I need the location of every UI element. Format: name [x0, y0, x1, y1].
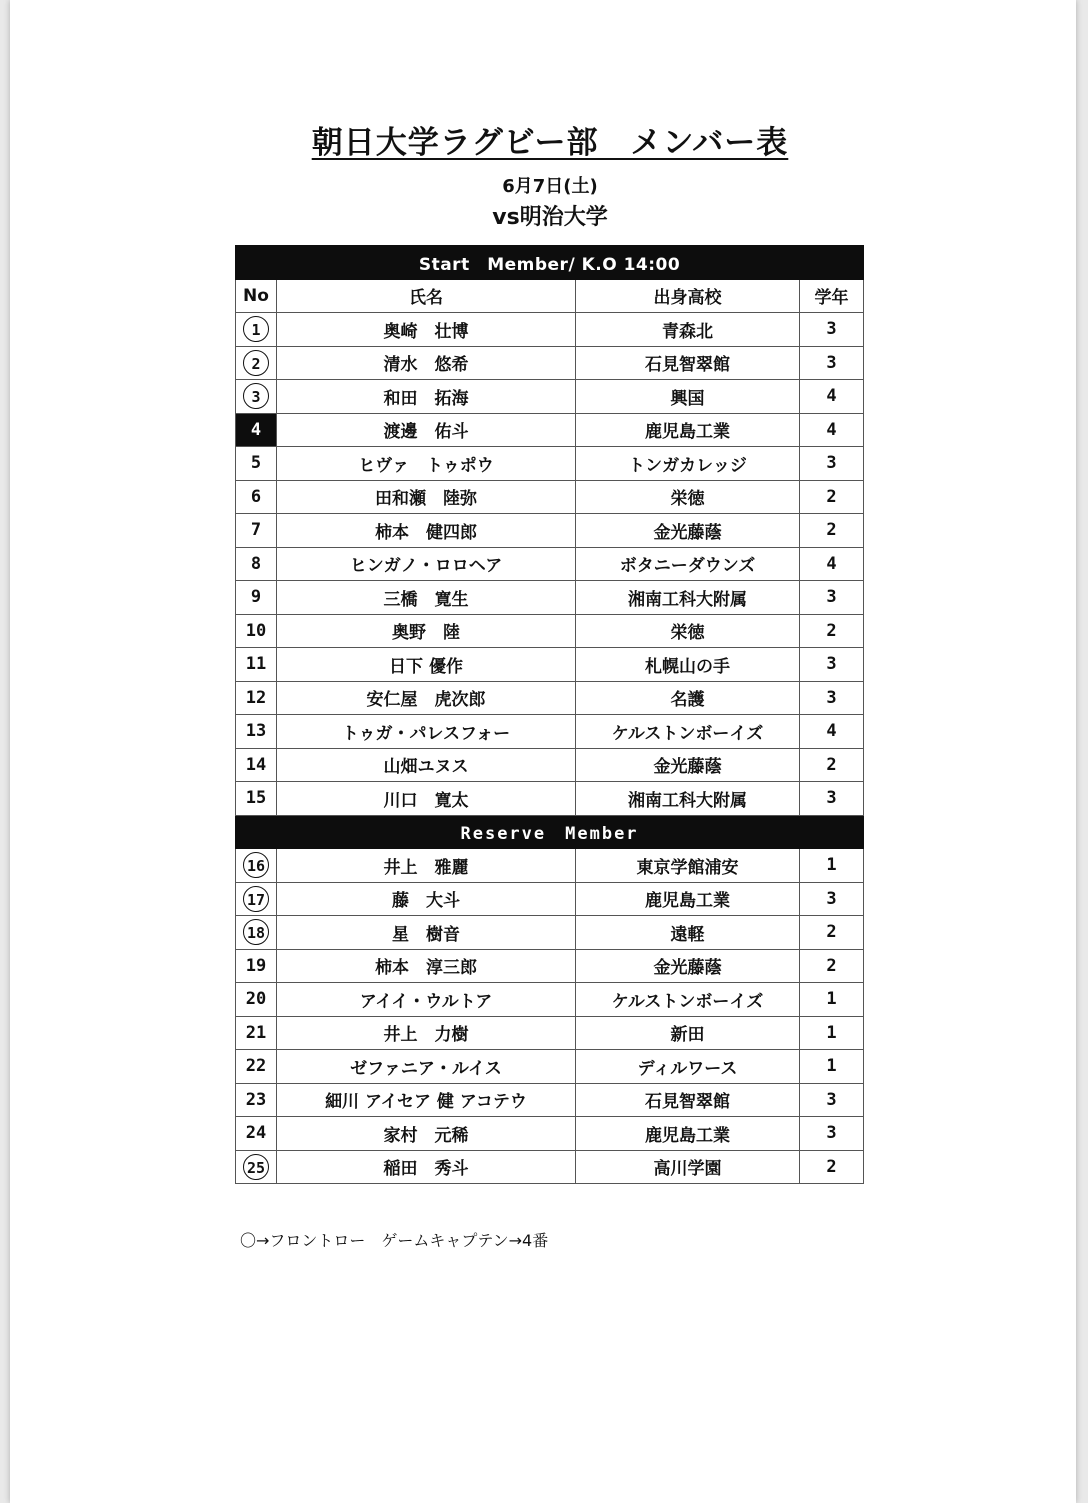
player-number-cell: 19	[236, 949, 277, 983]
player-name-cell: 川口 寛太	[277, 782, 576, 816]
player-number-cell: 13	[236, 715, 277, 749]
player-name-cell: 安仁屋 虎次郎	[277, 681, 576, 715]
player-grade-cell: 1	[800, 1016, 864, 1050]
player-number-cell: 20	[236, 983, 277, 1017]
player-number-cell: 7	[236, 514, 277, 548]
player-name-cell: 日下 優作	[277, 648, 576, 682]
player-name-cell: トゥガ・パレスフォー	[277, 715, 576, 749]
player-school-cell: ケルストンボーイズ	[576, 715, 800, 749]
player-name-cell: 星 樹音	[277, 916, 576, 950]
start-member-label: Start Member/ K.O 14:00	[236, 246, 864, 280]
table-row	[236, 1083, 864, 1117]
front-row-circle-icon: 3	[243, 383, 269, 409]
player-grade-cell: 2	[800, 1150, 864, 1184]
player-name-cell: 柿本 健四郎	[277, 514, 576, 548]
reserve-member-label: Reserve Member	[236, 815, 864, 849]
player-name-cell: 清水 悠希	[277, 346, 576, 380]
document-title: 朝日大学ラグビー部 メンバー表	[311, 125, 789, 161]
table-row	[236, 681, 864, 715]
player-grade-cell: 3	[800, 648, 864, 682]
player-number-cell	[236, 882, 277, 916]
player-grade-cell: 3	[800, 681, 864, 715]
player-grade-cell: 3	[800, 313, 864, 347]
player-school-cell: トンガカレッジ	[576, 447, 800, 481]
player-school-cell: 湘南工科大附属	[576, 782, 800, 816]
player-name-cell: 奥崎 壮博	[277, 313, 576, 347]
table-row	[236, 949, 864, 983]
table-row	[236, 782, 864, 816]
table-row	[236, 313, 864, 347]
player-number-cell: 15	[236, 782, 277, 816]
table-row	[236, 1050, 864, 1084]
player-name-cell: 三橋 寛生	[277, 581, 576, 615]
player-school-cell: ケルストンボーイズ	[576, 983, 800, 1017]
player-number-cell	[236, 1150, 277, 1184]
player-school-cell: 栄徳	[576, 480, 800, 514]
table-row	[236, 849, 864, 883]
player-name-cell: ゼファニア・ルイス	[277, 1050, 576, 1084]
table-row	[236, 648, 864, 682]
table-row	[236, 748, 864, 782]
player-number-cell: 10	[236, 614, 277, 648]
player-number-cell: 14	[236, 748, 277, 782]
player-name-cell: 渡邊 佑斗	[277, 413, 576, 447]
player-name-cell: 稲田 秀斗	[277, 1150, 576, 1184]
table-row	[236, 916, 864, 950]
player-name-cell: 奥野 陸	[277, 614, 576, 648]
player-name-cell: 藤 大斗	[277, 882, 576, 916]
player-grade-cell: 2	[800, 514, 864, 548]
player-school-cell: 青森北	[576, 313, 800, 347]
table-row	[236, 480, 864, 514]
player-grade-cell: 2	[800, 949, 864, 983]
player-grade-cell: 4	[800, 413, 864, 447]
player-school-cell: 金光藤蔭	[576, 748, 800, 782]
start-member-header	[236, 246, 864, 280]
player-number-cell: 24	[236, 1117, 277, 1151]
player-number-cell: 11	[236, 648, 277, 682]
table-row	[236, 380, 864, 414]
front-row-circle-icon: 17	[243, 886, 269, 912]
player-name-cell: 家村 元稀	[277, 1117, 576, 1151]
table-row	[236, 514, 864, 548]
player-number-cell	[236, 380, 277, 414]
player-grade-cell: 4	[800, 380, 864, 414]
player-school-cell: 石見智翠館	[576, 1083, 800, 1117]
player-school-cell: 金光藤蔭	[576, 514, 800, 548]
player-grade-cell: 3	[800, 782, 864, 816]
front-row-circle-icon: 18	[243, 919, 269, 945]
player-number-cell: 9	[236, 581, 277, 615]
player-name-cell: アイイ・ウルトア	[277, 983, 576, 1017]
player-grade-cell: 4	[800, 547, 864, 581]
player-name-cell: 柿本 淳三郎	[277, 949, 576, 983]
col-header-name: 氏名	[277, 279, 576, 313]
table-row	[236, 1016, 864, 1050]
player-number-cell: 5	[236, 447, 277, 481]
player-school-cell: 名護	[576, 681, 800, 715]
player-name-cell: 田和瀬 陸弥	[277, 480, 576, 514]
player-school-cell: 高川学園	[576, 1150, 800, 1184]
table-row	[236, 1150, 864, 1184]
player-number-cell: 21	[236, 1016, 277, 1050]
legend-note: 〇→フロントロー ゲームキャプテン→4番	[240, 1231, 549, 1250]
player-name-cell: ヒヴァ トゥポウ	[277, 447, 576, 481]
col-header-school: 出身高校	[576, 279, 800, 313]
table-row	[236, 447, 864, 481]
player-school-cell: 栄徳	[576, 614, 800, 648]
roster-table	[235, 245, 864, 1184]
player-number-cell: 12	[236, 681, 277, 715]
opponent: vs明治大学	[492, 205, 608, 230]
player-school-cell: 石見智翠館	[576, 346, 800, 380]
player-grade-cell: 2	[800, 748, 864, 782]
front-row-circle-icon: 1	[243, 316, 269, 342]
player-school-cell: 金光藤蔭	[576, 949, 800, 983]
player-grade-cell: 2	[800, 614, 864, 648]
player-grade-cell: 3	[800, 581, 864, 615]
table-row	[236, 547, 864, 581]
player-number-cell	[236, 313, 277, 347]
match-date: 6月7日(土)	[502, 176, 598, 197]
player-grade-cell: 1	[800, 849, 864, 883]
player-number-cell: 22	[236, 1050, 277, 1084]
player-school-cell: 鹿児島工業	[576, 1117, 800, 1151]
player-grade-cell: 1	[800, 1050, 864, 1084]
front-row-circle-icon: 25	[243, 1154, 269, 1180]
table-row	[236, 413, 864, 447]
player-number-cell: 8	[236, 547, 277, 581]
player-school-cell: 東京学館浦安	[576, 849, 800, 883]
table-row	[236, 882, 864, 916]
player-school-cell: 新田	[576, 1016, 800, 1050]
table-row	[236, 715, 864, 749]
front-row-circle-icon: 2	[243, 350, 269, 376]
table-row	[236, 346, 864, 380]
player-name-cell: 細川 アイセア 健 アコテウ	[277, 1083, 576, 1117]
table-row	[236, 581, 864, 615]
captain-number-cell: 4	[236, 413, 277, 447]
player-grade-cell: 3	[800, 1083, 864, 1117]
player-number-cell: 23	[236, 1083, 277, 1117]
player-number-cell	[236, 916, 277, 950]
player-grade-cell: 3	[800, 1117, 864, 1151]
player-grade-cell: 2	[800, 480, 864, 514]
player-grade-cell: 4	[800, 715, 864, 749]
player-grade-cell: 3	[800, 346, 864, 380]
player-name-cell: 井上 雅麗	[277, 849, 576, 883]
player-school-cell: 湘南工科大附属	[576, 581, 800, 615]
reserve-member-header	[236, 815, 864, 849]
player-grade-cell: 2	[800, 916, 864, 950]
front-row-circle-icon: 16	[243, 852, 269, 878]
player-school-cell: 札幌山の手	[576, 648, 800, 682]
player-number-cell: 6	[236, 480, 277, 514]
table-row	[236, 1117, 864, 1151]
column-header-row	[236, 279, 864, 313]
player-grade-cell: 1	[800, 983, 864, 1017]
player-school-cell: 興国	[576, 380, 800, 414]
player-name-cell: ヒンガノ・ロロヘア	[277, 547, 576, 581]
col-header-grade: 学年	[800, 279, 864, 313]
col-header-no: No	[236, 279, 277, 313]
player-grade-cell: 3	[800, 447, 864, 481]
table-row	[236, 614, 864, 648]
player-school-cell: 遠軽	[576, 916, 800, 950]
player-school-cell: ボタニーダウンズ	[576, 547, 800, 581]
player-name-cell: 山畑ユヌス	[277, 748, 576, 782]
player-name-cell: 和田 拓海	[277, 380, 576, 414]
player-school-cell: 鹿児島工業	[576, 882, 800, 916]
player-school-cell: ディルワース	[576, 1050, 800, 1084]
player-school-cell: 鹿児島工業	[576, 413, 800, 447]
player-grade-cell: 3	[800, 882, 864, 916]
player-name-cell: 井上 力樹	[277, 1016, 576, 1050]
table-row	[236, 983, 864, 1017]
player-number-cell	[236, 849, 277, 883]
player-number-cell	[236, 346, 277, 380]
